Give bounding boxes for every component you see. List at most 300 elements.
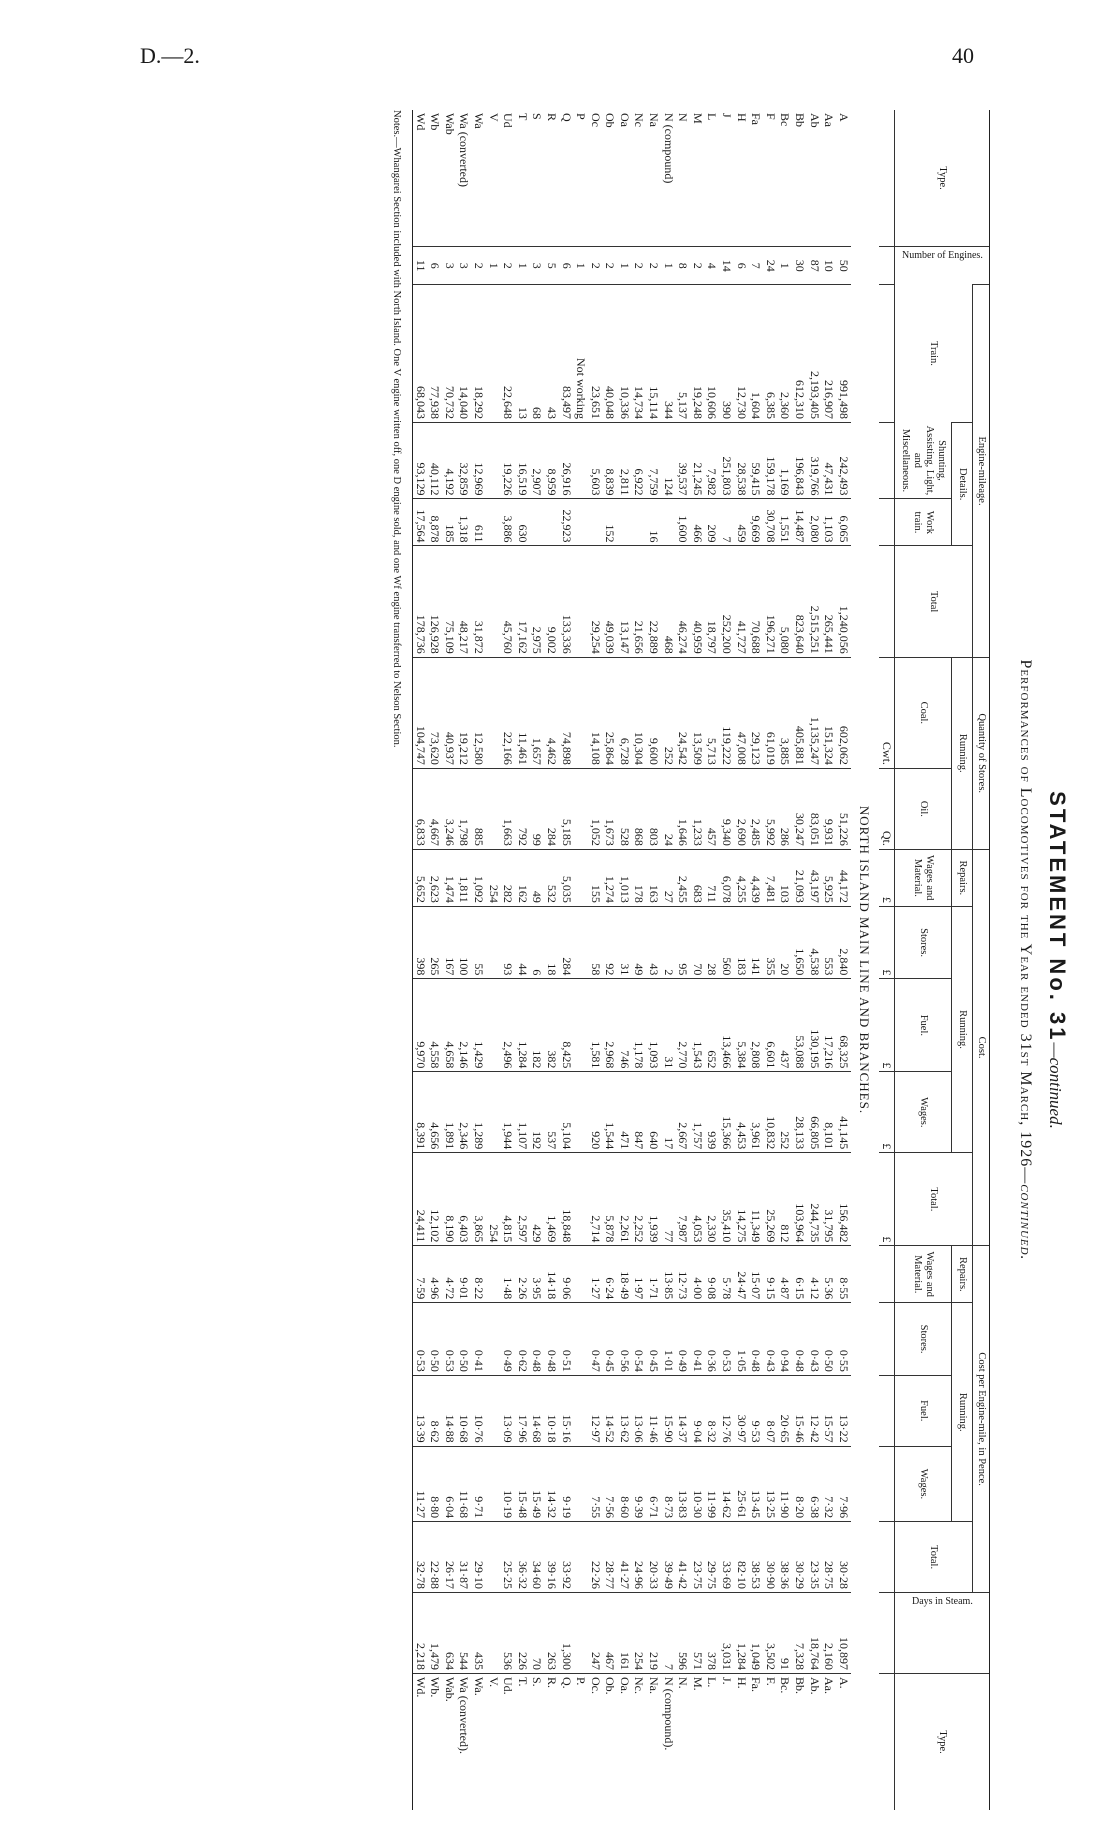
cell-work: 6,065 [836,499,851,546]
cell-oil: 286 [778,768,793,849]
cell-n: 10 [822,247,837,285]
col-fuel: Fuel. [895,979,952,1072]
units-row [879,110,894,1810]
cell-days: 263 [544,1592,559,1673]
cell-rep: 282 [501,849,516,906]
cell-n: 5 [544,247,559,285]
cell-rep: 1,013 [617,849,632,906]
table-row [559,110,574,1810]
cell-p-tot: 24·96 [632,1522,647,1593]
table-row [442,110,457,1810]
cell-days: 7,328 [792,1592,807,1673]
cell-type: R [544,113,559,122]
page-header [140,36,974,76]
cell-coal: 61,019 [763,657,778,768]
cell-sto: 49 [632,906,647,979]
cell-total: 17,162 [515,546,530,657]
table-row [544,110,559,1810]
cell-type: P [574,113,589,120]
cell-train: 13 [515,285,530,423]
cell-days [486,1592,501,1673]
cell-n: 3 [457,247,472,285]
cell-ctot: 156,482 [836,1153,851,1246]
cell-type: T [515,113,530,121]
table-row [632,110,647,1810]
cell-p-sto: 0·48 [530,1303,545,1376]
cell-oil: 9,340 [719,768,734,849]
cell-total: 126,928 [428,546,443,657]
cell-type2: Q. [559,1674,574,1811]
cell-n: 6 [559,247,574,285]
cell-type2: Fa. [749,1674,764,1811]
cell-ctot: 11,349 [749,1153,764,1246]
cell-sto: 43 [647,906,662,979]
cell-work: 8,878 [428,499,443,546]
section-heading: NORTH ISLAND MAIN LINE AND BRANCHES. [857,805,873,1115]
cell-ctot: 18,848 [559,1153,574,1246]
cell-train: 70,732 [442,285,457,423]
cell-p-fuel: 15·46 [792,1375,807,1446]
statement-title [1044,90,1070,1830]
cell-type: Wa [471,113,486,129]
cell-total: 75,109 [442,546,457,657]
cell-ctot: 31,795 [822,1153,837,1246]
cell-sto: 93 [501,906,516,979]
cell-p-tot: 22·26 [588,1522,603,1593]
cell-p-wag: 7·55 [588,1446,603,1522]
cell-sto: 284 [559,906,574,979]
cell-days: 536 [501,1592,516,1673]
col-qty-stores: Quantity of Stores. [973,657,990,849]
cell-type2: L. [705,1674,720,1811]
cell-n: 3 [442,247,457,285]
cell-sto: 55 [471,906,486,979]
rotated-table-page [174,90,1074,1830]
cell-coal: 47,008 [734,657,749,768]
cell-fuel: 13,466 [719,979,734,1072]
cell-rep: 155 [588,849,603,906]
cell-n: 2 [690,247,705,285]
cell-p-tot: 33·92 [559,1522,574,1593]
cell-coal: 9,600 [647,657,662,768]
table-row [836,110,851,1810]
cell-days: 571 [690,1592,705,1673]
cell-n: 2 [501,247,516,285]
cell-fuel: 1,581 [588,979,603,1072]
cell-p-rep: 3·95 [530,1246,545,1303]
col-days-label: Days in Steam. [911,1595,973,1607]
cell-p-wag: 13·25 [763,1446,778,1522]
cell-total: 45,760 [501,546,516,657]
cell-ctot: 429 [530,1153,545,1246]
cell-rep: 1,274 [603,849,618,906]
col-details: Details. [952,422,973,546]
cell-p-rep: 14·18 [544,1246,559,1303]
col-cost-per-mile: Cost per Engine-mile, in Pence. [973,1246,990,1593]
cell-fuel: 182 [530,979,545,1072]
cell-fuel: 1,543 [690,979,705,1072]
cell-wag: 2,346 [457,1072,472,1153]
cell-train: 12,730 [734,285,749,423]
cell-p-tot: 22·88 [428,1522,443,1593]
cell-ctot: 6,403 [457,1153,472,1246]
cell-p-sto: 1·05 [734,1303,749,1376]
cell-fuel: 2,808 [749,979,764,1072]
cell-type2: Ob. [603,1674,618,1811]
cell-total: 2,975 [530,546,545,657]
cell-work: 9,669 [749,499,764,546]
cell-rep: 103 [778,849,793,906]
cell-rep: 163 [647,849,662,906]
cell-train: 68 [530,285,545,423]
table-row [690,110,705,1810]
cell-work [486,499,501,546]
cell-rep: 5,035 [559,849,574,906]
cell-p-wag: 10·19 [501,1446,516,1522]
cell-coal: 151,324 [822,657,837,768]
cell-p-tot: 32·78 [413,1522,428,1593]
cell-oil: 30,247 [792,768,807,849]
cell-rep: 7,481 [763,849,778,906]
cell-p-rep: 7·59 [413,1246,428,1303]
cell-train: 22,648 [501,285,516,423]
cell-n: 4 [705,247,720,285]
cell-type2: Bb. [792,1674,807,1811]
cell-p-rep: 1·97 [632,1246,647,1303]
cell-days [574,1592,589,1673]
cell-type2: H. [734,1674,749,1811]
cell-ctot: 254 [486,1153,501,1246]
cell-p-wag: 7·96 [836,1446,851,1522]
cell-p-rep [486,1246,501,1303]
cell-coal: 6,728 [617,657,632,768]
cell-shunt: 21,245 [690,422,705,499]
cell-rep: 2,623 [428,849,443,906]
cell-coal: 119,222 [719,657,734,768]
cell-shunt: 1,169 [778,422,793,499]
cell-coal: 3,885 [778,657,793,768]
cell-p-fuel: 12·42 [807,1375,822,1446]
cell-p-sto: 0·50 [457,1303,472,1376]
cell-ctot: 2,597 [515,1153,530,1246]
cell-shunt: 19,226 [501,422,516,499]
table-row [588,110,603,1810]
cell-fuel: 2,496 [501,979,516,1072]
cell-rep: 162 [515,849,530,906]
cell-total [486,546,501,657]
cell-p-fuel: 10·18 [544,1375,559,1446]
cell-fuel: 5,384 [734,979,749,1072]
cell-p-tot: 36·32 [515,1522,530,1593]
cell-fuel: 31 [661,979,676,1072]
cell-train: Not working [574,285,589,423]
table-row [457,110,472,1810]
cell-work: 17,564 [413,499,428,546]
cell-oil: 2,485 [749,768,764,849]
cell-coal: 25,864 [603,657,618,768]
cell-shunt: 32,859 [457,422,472,499]
col-repairs: Repairs. [952,849,973,906]
cell-ctot: 35,410 [719,1153,734,1246]
cell-work [588,499,603,546]
cell-train [486,285,501,423]
cell-total [574,546,589,657]
cell-p-rep: 8·55 [836,1246,851,1303]
cell-type: Oc [588,113,603,127]
cell-train: 390 [719,285,734,423]
cell-rep: 6,078 [719,849,734,906]
cell-train: 10,606 [705,285,720,423]
cell-n: 1 [778,247,793,285]
cell-coal: 5,713 [705,657,720,768]
cell-oil: 1,233 [690,768,705,849]
cell-type: Na [647,113,662,127]
cell-sto: 2,840 [836,906,851,979]
cell-wag: 252 [778,1072,793,1153]
cell-p-wag: 8·73 [661,1446,676,1522]
cell-type2: Wd. [413,1674,428,1811]
cell-p-fuel: 15·57 [822,1375,837,1446]
cell-fuel: 2,770 [676,979,691,1072]
cell-days: 544 [457,1592,472,1673]
cell-shunt: 7,759 [647,422,662,499]
cell-type: N [676,113,691,122]
cell-shunt: 159,178 [763,422,778,499]
cell-p-wag: 11·68 [457,1446,472,1522]
table-row [647,110,662,1810]
cell-total: 265,441 [822,546,837,657]
cell-p-tot: 82·10 [734,1522,749,1593]
cell-n: 1 [515,247,530,285]
cell-shunt: 8,959 [544,422,559,499]
cell-p-tot: 29·75 [705,1522,720,1593]
unit-pound: £ [879,1072,894,1153]
cell-oil: 528 [617,768,632,849]
cell-p-fuel: 17·96 [515,1375,530,1446]
col-total-mileage: Total [895,546,973,657]
cell-p-fuel: 10·68 [457,1375,472,1446]
cell-coal [486,657,501,768]
cell-sto: 2 [661,906,676,979]
cell-p-rep: 15·07 [749,1246,764,1303]
cell-wag: 471 [617,1072,632,1153]
cell-p-fuel: 14·88 [442,1375,457,1446]
cell-days: 219 [647,1592,662,1673]
cell-ctot: 103,964 [792,1153,807,1246]
cell-shunt: 40,112 [428,422,443,499]
cell-sto: 398 [413,906,428,979]
col-type-right: Type. [895,1674,990,1811]
cell-shunt: 7,982 [705,422,720,499]
cell-type2: Nc. [632,1674,647,1811]
col-days-in-steam [895,1592,990,1673]
cell-p-sto: 0·36 [705,1303,720,1376]
cell-p-rep: 9·06 [559,1246,574,1303]
cell-p-tot: 38·53 [749,1522,764,1593]
cell-type2: Na. [647,1674,662,1811]
cell-p-sto: 0·48 [544,1303,559,1376]
cell-p-tot: 29·10 [471,1522,486,1593]
cell-work: 14,487 [792,499,807,546]
cell-rep: 49 [530,849,545,906]
cell-shunt: 26,916 [559,422,574,499]
cell-type: M [690,113,705,124]
cell-wag: 3,961 [749,1072,764,1153]
cell-ctot: 4,815 [501,1153,516,1246]
cell-total: 70,688 [749,546,764,657]
cell-p-wag: 10·30 [690,1446,705,1522]
cell-p-fuel: 11·46 [647,1375,662,1446]
cell-type: Wab [442,113,457,135]
cell-total: 2,515,251 [807,546,822,657]
table-body [413,110,895,1810]
cell-type2: Ud. [501,1674,516,1811]
cell-p-fuel: 13·09 [501,1375,516,1446]
cell-coal: 29,123 [749,657,764,768]
cell-wag: 15,366 [719,1072,734,1153]
cell-type2: N (compound). [661,1674,676,1811]
document-reference: D.—2. [140,43,200,68]
cell-oil: 1,646 [676,768,691,849]
cell-ctot: 2,261 [617,1153,632,1246]
cell-type2: Oa. [617,1674,632,1811]
cell-work: 185 [442,499,457,546]
cell-p-rep: 4·72 [442,1246,457,1303]
cell-train: 15,114 [647,285,662,423]
cell-rep: 532 [544,849,559,906]
cell-rep: 44,172 [836,849,851,906]
cell-rep [574,849,589,906]
col-coal: Coal. [895,657,952,768]
cell-coal: 4,462 [544,657,559,768]
section-row [851,110,880,1810]
cell-wag: 1,107 [515,1072,530,1153]
cell-days: 161 [617,1592,632,1673]
cell-rep: 178 [632,849,647,906]
cell-shunt: 2,811 [617,422,632,499]
cell-sto: 20 [778,906,793,979]
cell-work: 22,923 [559,499,574,546]
cell-shunt: 12,969 [471,422,486,499]
col-pence-repairs: Repairs. [952,1246,973,1303]
cell-fuel: 9,970 [413,979,428,1072]
cell-days: 378 [705,1592,720,1673]
cell-work: 1,551 [778,499,793,546]
cell-train: 2,193,405 [807,285,822,423]
cell-train: 10,336 [617,285,632,423]
cell-work: 1,318 [457,499,472,546]
cell-type2: Wa (converted). [457,1674,472,1811]
cell-train: 612,310 [792,285,807,423]
cell-type2: Wa. [471,1674,486,1811]
cell-type: F [763,113,778,120]
cell-fuel: 382 [544,979,559,1072]
cell-total: 21,656 [632,546,647,657]
col-wages-material: Wages and Material. [895,849,952,906]
cell-fuel: 1,093 [647,979,662,1072]
cell-sto: 92 [603,906,618,979]
cell-rep: 711 [705,849,720,906]
cell-p-tot: 23·35 [807,1522,822,1593]
cell-wag [574,1072,589,1153]
cell-sto: 4,538 [807,906,822,979]
cell-p-wag: 11·27 [413,1446,428,1522]
table-row [807,110,822,1810]
table-row [705,110,720,1810]
table-row [763,110,778,1810]
cell-rep: 683 [690,849,705,906]
cell-coal: 12,580 [471,657,486,768]
cell-work [574,499,589,546]
table-row [822,110,837,1810]
cell-ctot: 8,190 [442,1153,457,1246]
cell-days: 435 [471,1592,486,1673]
cell-train: 14,040 [457,285,472,423]
cell-days: 1,049 [749,1592,764,1673]
cell-p-sto: 1·01 [661,1303,676,1376]
table-row [486,110,501,1810]
cell-fuel: 6,601 [763,979,778,1072]
cell-work: 611 [471,499,486,546]
cell-work: 209 [705,499,720,546]
cell-oil: 868 [632,768,647,849]
col-train: Train. [895,285,973,423]
cell-work: 466 [690,499,705,546]
cell-n: 14 [719,247,734,285]
table-row [471,110,486,1810]
cell-n: 11 [413,247,428,285]
unit-pound: £ [879,979,894,1072]
cell-coal: 24,542 [676,657,691,768]
cell-p-fuel: 10·76 [471,1375,486,1446]
cell-total: 468 [661,546,676,657]
cell-fuel: 53,088 [792,979,807,1072]
table-row [749,110,764,1810]
cell-coal: 104,747 [413,657,428,768]
cell-work [530,499,545,546]
cell-p-wag: 9·39 [632,1446,647,1522]
cell-wag: 8,391 [413,1072,428,1153]
cell-days: 634 [442,1592,457,1673]
col-num-engines-label: Number of Engines. [901,250,983,261]
cell-rep: 5,652 [413,849,428,906]
cell-ctot: 812 [778,1153,793,1246]
cell-oil: 457 [705,768,720,849]
cell-days: 226 [515,1592,530,1673]
cell-p-tot: 34·60 [530,1522,545,1593]
cell-train: 2,360 [778,285,793,423]
cell-coal [574,657,589,768]
cell-p-wag: 7·56 [603,1446,618,1522]
cell-sto: 560 [719,906,734,979]
cell-shunt: 93,129 [413,422,428,499]
cell-p-fuel: 13·62 [617,1375,632,1446]
cell-days: 10,897 [836,1592,851,1673]
col-pence-wages-material: Wages and Material. [895,1246,952,1303]
cell-days: 3,031 [719,1592,734,1673]
cell-type: V [486,113,501,122]
cell-p-tot: 31·87 [457,1522,472,1593]
cell-total: 31,872 [471,546,486,657]
cell-p-tot: 30·90 [763,1522,778,1593]
cell-oil [574,768,589,849]
cell-p-sto: 0·43 [807,1303,822,1376]
cell-p-wag: 13·83 [676,1446,691,1522]
cell-ctot: 25,269 [763,1153,778,1246]
cell-train: 344 [661,285,676,423]
cell-type: Oa [617,113,632,127]
cell-type: N (compound) [661,113,676,184]
